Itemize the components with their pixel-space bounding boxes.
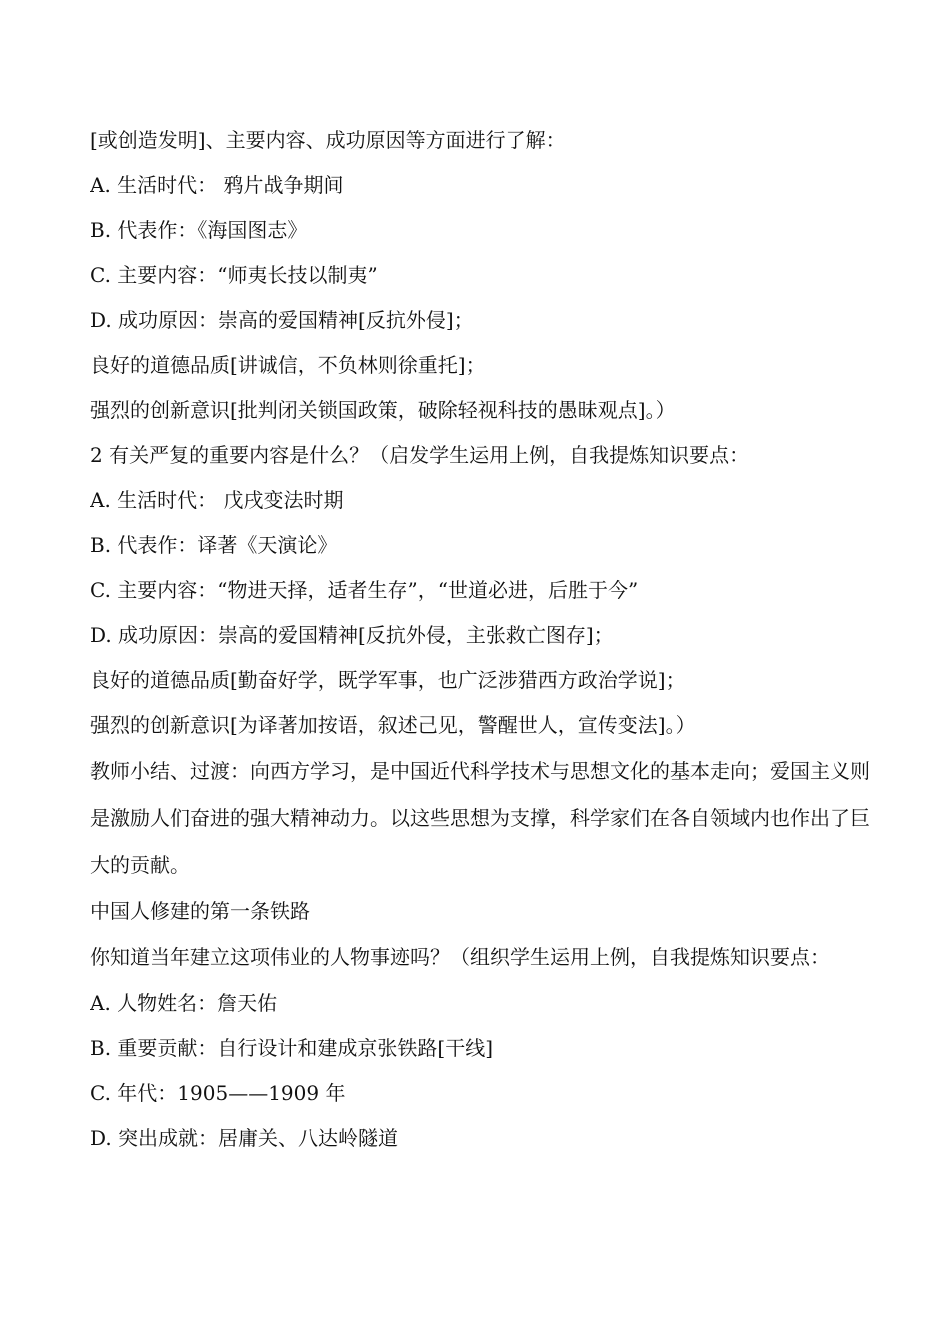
list-item: A. 生活时代： 鸦片战争期间 [90, 173, 344, 197]
list-item: A. 人物姓名：詹天佑 [90, 991, 278, 1015]
list-item: D. 突出成就：居庸关、八达岭隧道 [90, 1126, 399, 1150]
list-item: B. 重要贡献：自行设计和建成京张铁路[干线] [90, 1036, 494, 1060]
section-heading: 中国人修建的第一条铁路 [90, 899, 310, 923]
text-line: 良好的道德品质[勤奋好学，既学军事，也广泛涉猎西方政治学说]； [90, 668, 686, 692]
list-item: A. 生活时代： 戊戌变法时期 [90, 488, 344, 512]
question-paragraph: 你知道当年建立这项伟业的人物事迹吗？（组织学生运用上例，自我提炼知识要点： [90, 945, 830, 969]
summary-paragraph: 教师小结、过渡：向西方学习，是中国近代科学技术与思想文化的基本走向；爱国主义则是激励人们奋进的强大精神动力。以这些思想为支撑，科学家们在各自领域内也作出了巨大的贡献。 [90, 759, 870, 877]
question-line: 2 有关严复的重要内容是什么？（启发学生运用上例，自我提炼知识要点： [90, 443, 750, 467]
list-item: D. 成功原因：崇高的爱国精神[反抗外侵，主张救亡图存]； [90, 623, 614, 647]
text-line: [或创造发明]、主要内容、成功原因等方面进行了解： [90, 128, 566, 152]
list-item: D. 成功原因：崇高的爱国精神[反抗外侵]； [90, 308, 474, 332]
text-line: 良好的道德品质[讲诚信，不负林则徐重托]； [90, 353, 486, 377]
document-body [90, 118, 870, 1161]
list-item: C. 年代：1905——1909 年 [90, 1081, 346, 1105]
text-line: 强烈的创新意识[为译著加按语，叙述己见，警醒世人，宣传变法]。） [90, 713, 696, 737]
list-item: C. 主要内容：“师夷长技以制夷” [90, 263, 378, 287]
list-item: B. 代表作：《海国图志》 [90, 218, 308, 242]
text-line: 强烈的创新意识[批判闭关锁国政策，破除轻视科技的愚昧观点]。） [90, 398, 676, 422]
list-item: B. 代表作：译著《天演论》 [90, 533, 338, 557]
list-item: C. 主要内容：“物进天择，适者生存”，“世道必进，后胜于今” [90, 578, 639, 602]
